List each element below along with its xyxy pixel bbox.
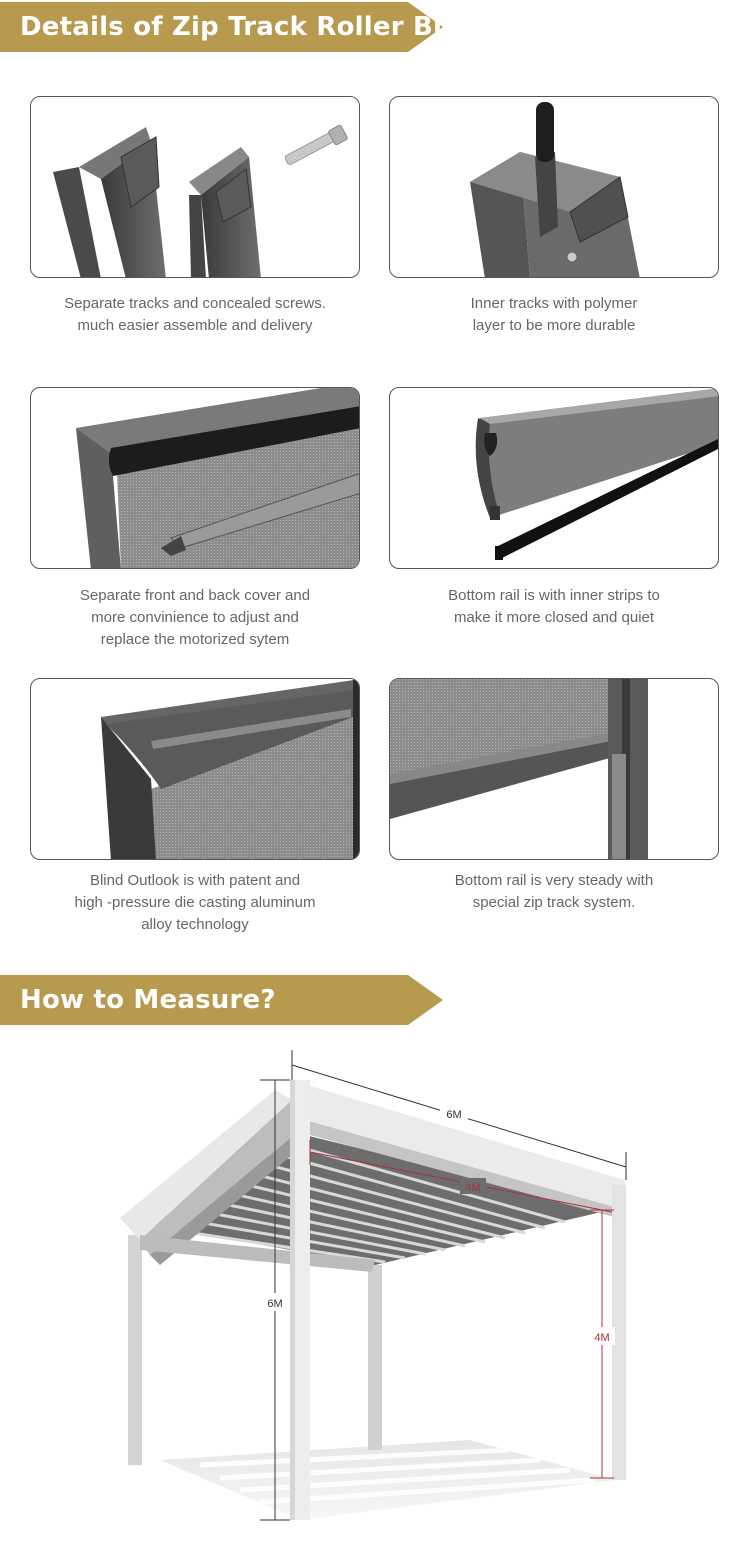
section-banner-details: [0, 2, 504, 52]
screw-icon: [284, 125, 348, 166]
detail-image-blind-outlook: [30, 678, 360, 860]
detail-image-inner-tracks: [389, 96, 719, 278]
dimension-length-label: 6M: [446, 1109, 462, 1121]
dimension-height-label: 6M: [267, 1298, 283, 1310]
detail-caption-3: Separate front and back cover and more convinience to adjust and replace the motorized sytem: [79, 587, 311, 648]
pergola-measurement-diagram: [0, 1040, 750, 1540]
section-banner-measure: [0, 975, 276, 1025]
section-title: Details of Zip Track Roller Blinds: [20, 12, 505, 42]
detail-caption-6: Bottom rail is very steady with special zip track system.: [454, 872, 654, 911]
section-title: How to Measure?: [20, 985, 276, 1015]
detail-image-bottom-rail-steady: [389, 678, 719, 860]
dimension-width-label: 4M: [465, 1182, 481, 1194]
detail-caption-5: Blind Outlook is with patent and high -pressure die casting aluminum alloy technology: [74, 872, 316, 933]
dimension-height2-label: 4M: [594, 1332, 610, 1344]
detail-image-separate-tracks: [30, 96, 360, 278]
detail-caption-4: Bottom rail is with inner strips to make it more closed and quiet: [448, 587, 660, 626]
detail-image-front-back-cover: [30, 387, 360, 569]
detail-caption-2: Inner tracks with polymer layer to be more durable: [470, 295, 638, 334]
detail-image-bottom-rail-strips: [389, 387, 719, 569]
detail-caption-1: Separate tracks and concealed screws. much easier assemble and delivery: [64, 295, 326, 334]
